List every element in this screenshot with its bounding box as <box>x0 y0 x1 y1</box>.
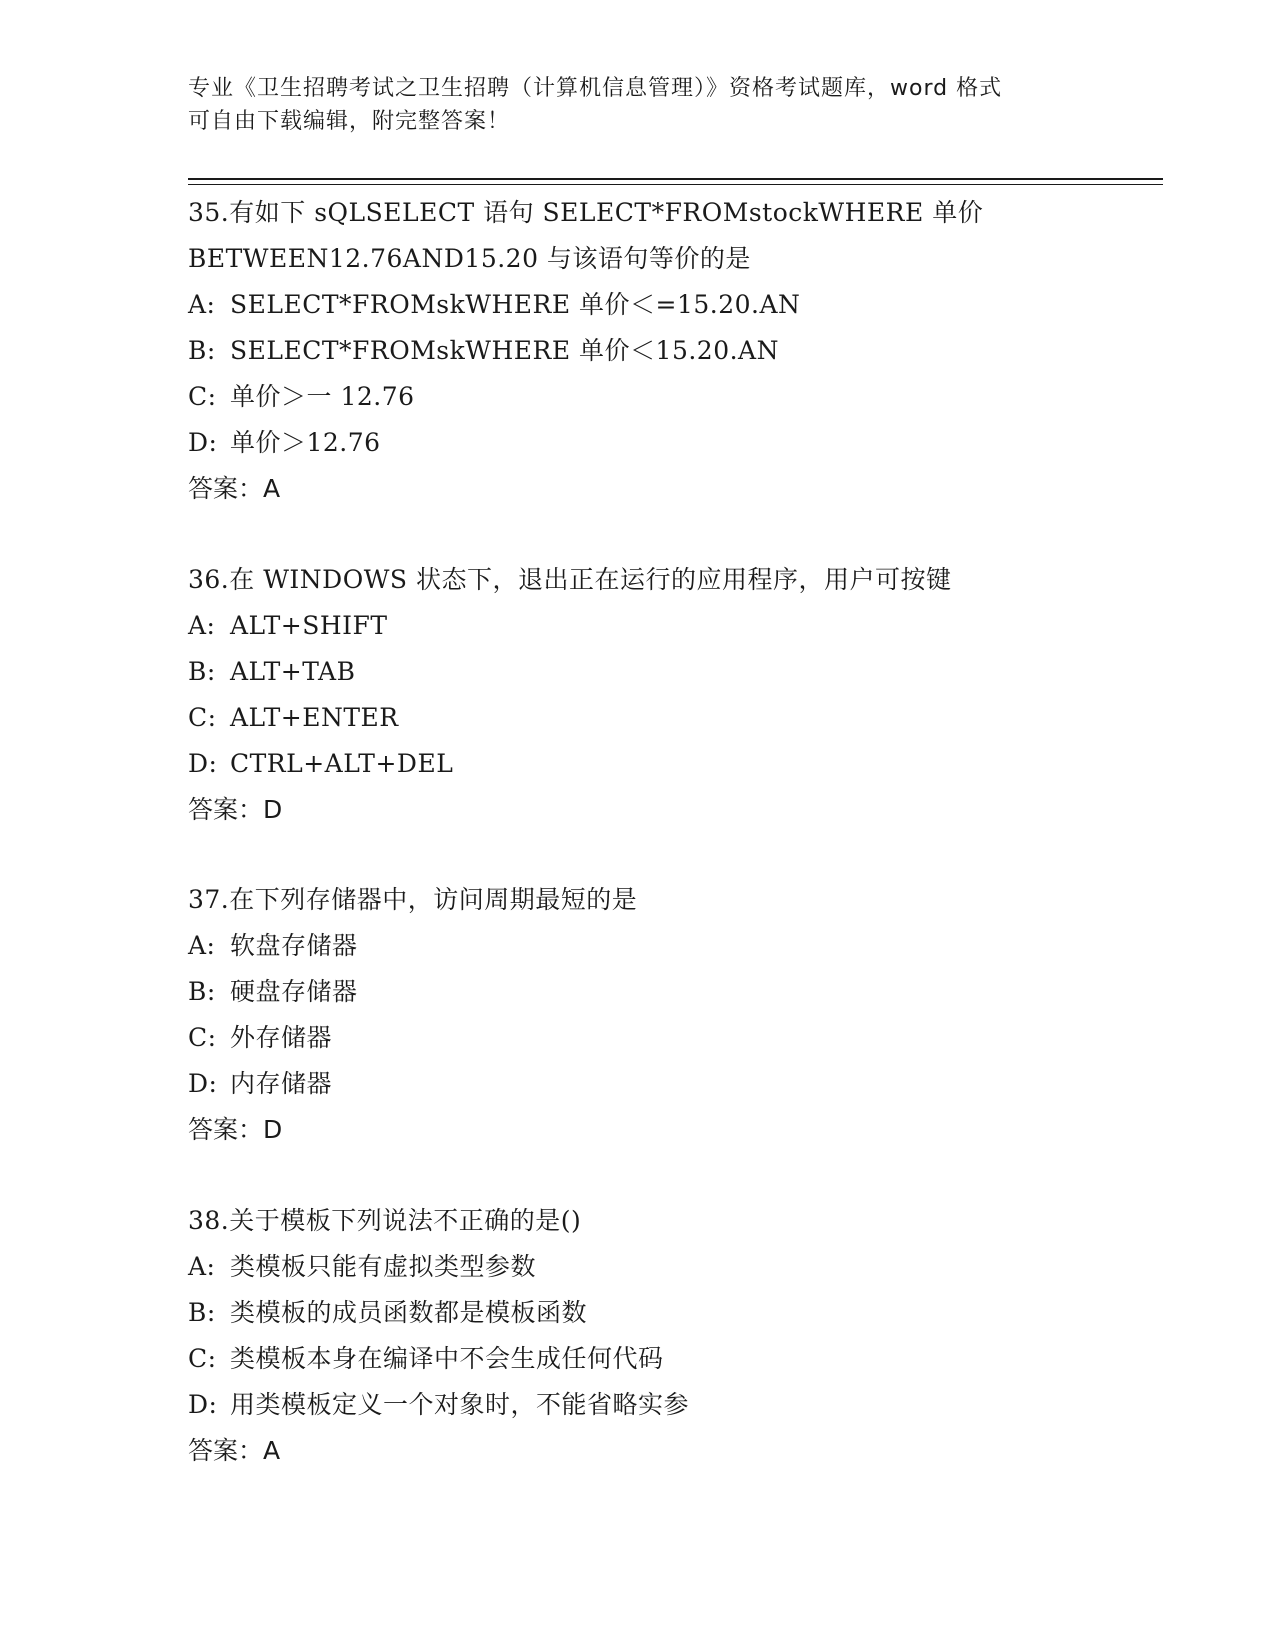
option-key: D: <box>188 749 218 778</box>
option-key: B: <box>188 1298 216 1327</box>
option-text: SELECT*FROMskWHERE 单价＜=15.20.AN <box>230 290 801 319</box>
option-text: 单价＞一 12.76 <box>230 382 415 411</box>
option-a <box>188 923 1148 969</box>
option-key: D: <box>188 428 218 457</box>
header-divider-thin <box>188 184 1163 185</box>
option-d <box>188 1061 1148 1107</box>
option-key: D: <box>188 1069 218 1098</box>
option-key: D: <box>188 1390 218 1419</box>
option-c <box>188 695 1148 741</box>
option-text: ALT+SHIFT <box>230 611 388 640</box>
document-header <box>188 72 1088 138</box>
option-text: 类模板只能有虚拟类型参数 <box>230 1252 537 1281</box>
option-b <box>188 1290 1148 1336</box>
option-d <box>188 420 1148 466</box>
question-stem-line: BETWEEN12.76AND15.20 与该语句等价的是 <box>188 244 751 273</box>
answer-line: 答案：A <box>188 474 281 503</box>
option-text: 硬盘存储器 <box>230 977 358 1006</box>
option-key: C: <box>188 1344 217 1373</box>
answer-line: 答案：A <box>188 1436 281 1465</box>
question-stem-line: 37.在下列存储器中，访问周期最短的是 <box>188 885 638 914</box>
option-d <box>188 1382 1148 1428</box>
option-b <box>188 328 1148 374</box>
answer-line: 答案：D <box>188 1115 283 1144</box>
header-line-2: 可自由下载编辑，附完整答案！ <box>188 109 511 134</box>
question-36 <box>188 557 1148 833</box>
option-text: 单价＞12.76 <box>230 428 381 457</box>
answer-line: 答案：D <box>188 795 283 824</box>
option-key: C: <box>188 1023 217 1052</box>
option-text: 类模板的成员函数都是模板函数 <box>230 1298 588 1327</box>
option-b <box>188 969 1148 1015</box>
option-key: A: <box>188 290 216 319</box>
question-38 <box>188 1198 1148 1474</box>
option-b <box>188 649 1148 695</box>
option-text: 外存储器 <box>230 1023 333 1052</box>
question-stem-line: 35.有如下 sQLSELECT 语句 SELECT*FROMstockWHERE 单价 <box>188 198 984 227</box>
option-text: 内存储器 <box>230 1069 333 1098</box>
option-c <box>188 1015 1148 1061</box>
question-stem-line: 38.关于模板下列说法不正确的是() <box>188 1206 582 1235</box>
option-text: 软盘存储器 <box>230 931 358 960</box>
option-text: SELECT*FROMskWHERE 单价＜15.20.AN <box>230 336 779 365</box>
question-stem-line: 36.在 WINDOWS 状态下，退出正在运行的应用程序，用户可按键 <box>188 565 952 594</box>
question-35 <box>188 190 1148 512</box>
option-a <box>188 603 1148 649</box>
option-key: C: <box>188 382 217 411</box>
header-divider-thick <box>188 178 1163 180</box>
option-c <box>188 1336 1148 1382</box>
option-text: ALT+ENTER <box>230 703 399 732</box>
option-c <box>188 374 1148 420</box>
option-a <box>188 1244 1148 1290</box>
option-text: 用类模板定义一个对象时，不能省略实参 <box>230 1390 690 1419</box>
header-line-1: 专业《卫生招聘考试之卫生招聘（计算机信息管理）》资格考试题库，word 格式 <box>188 76 1003 101</box>
option-key: A: <box>188 1252 216 1281</box>
option-text: CTRL+ALT+DEL <box>230 749 454 778</box>
option-key: B: <box>188 657 216 686</box>
option-text: 类模板本身在编译中不会生成任何代码 <box>230 1344 664 1373</box>
option-key: A: <box>188 611 216 640</box>
option-a <box>188 282 1148 328</box>
option-text: ALT+TAB <box>230 657 356 686</box>
option-key: B: <box>188 977 216 1006</box>
option-d <box>188 741 1148 787</box>
question-37 <box>188 877 1148 1153</box>
option-key: C: <box>188 703 217 732</box>
option-key: B: <box>188 336 216 365</box>
option-key: A: <box>188 931 216 960</box>
